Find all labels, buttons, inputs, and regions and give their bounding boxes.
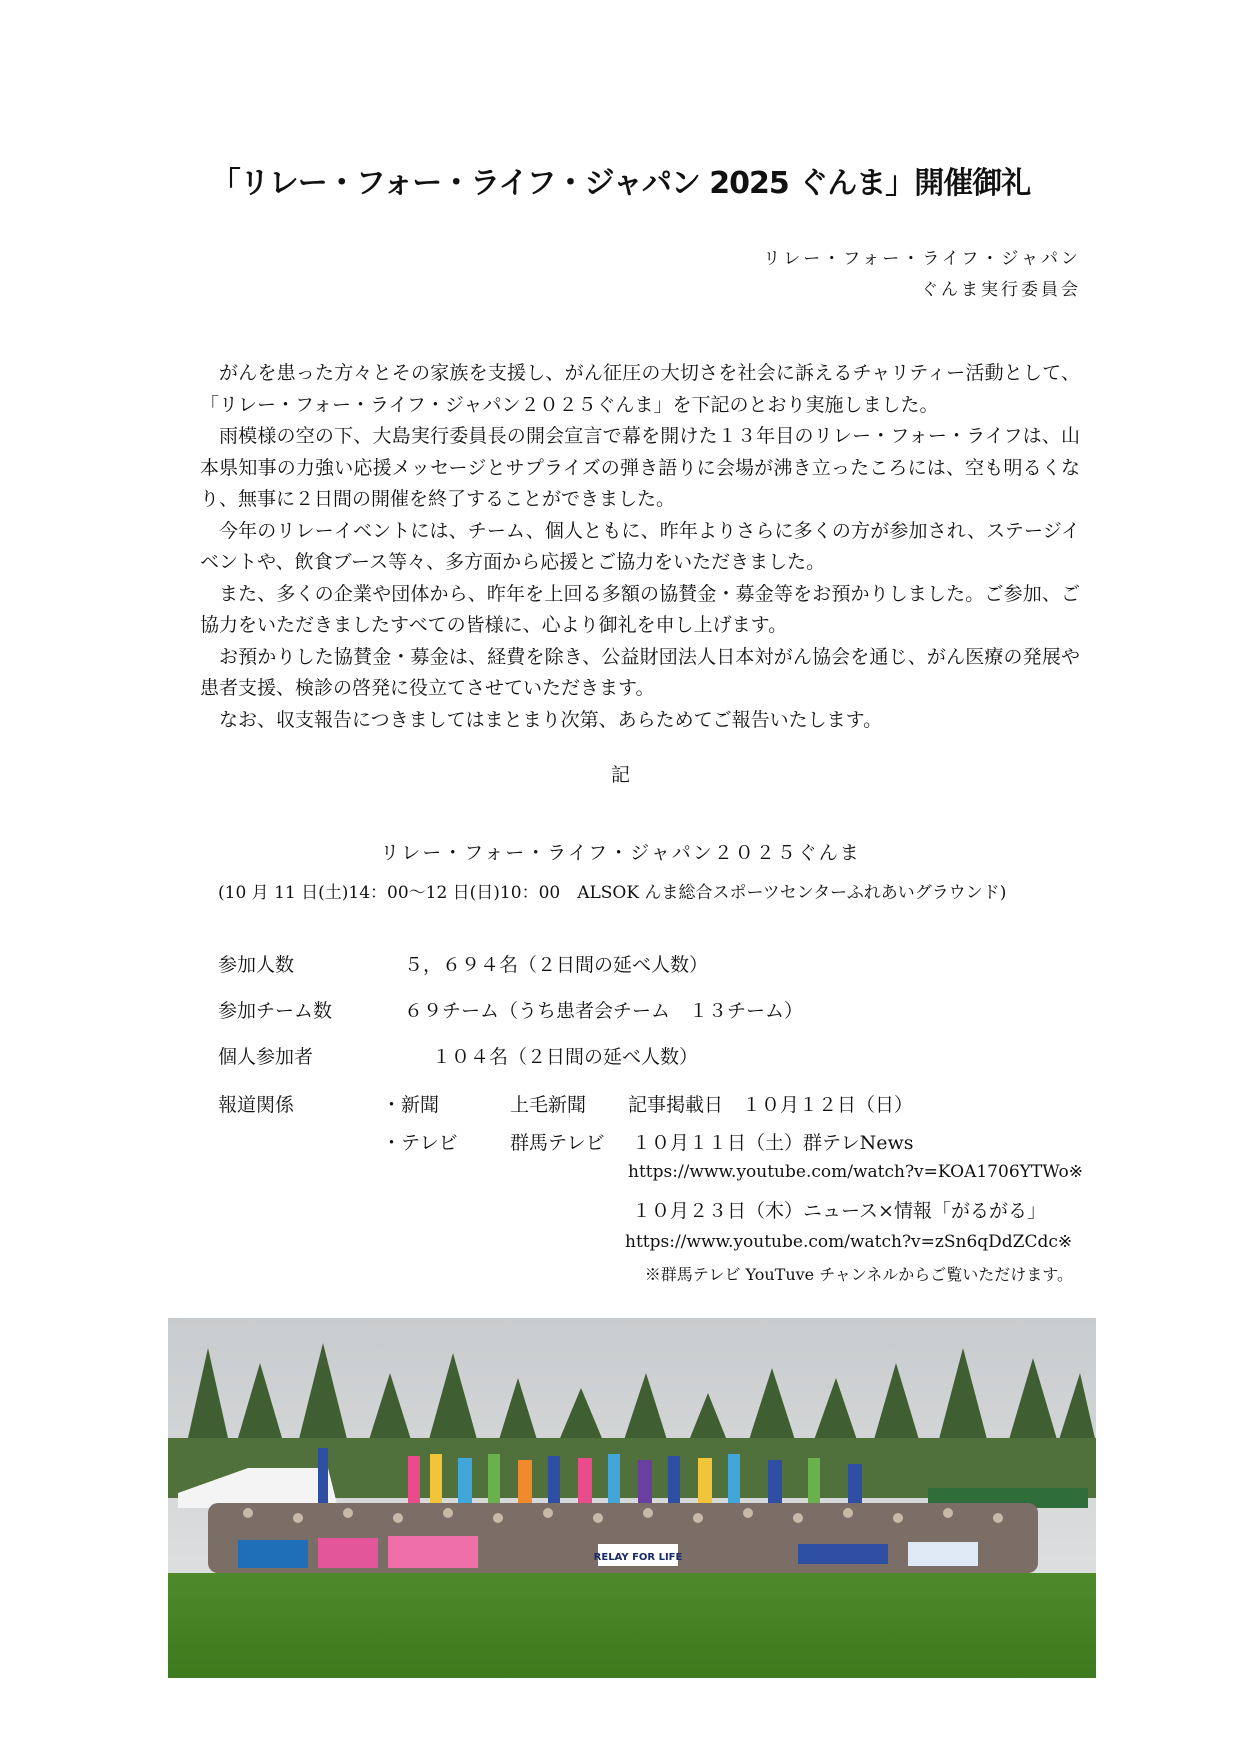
participants-label: 参加人数	[218, 954, 295, 976]
event-name: リレー・フォー・ライフ・ジャパン２０２５ぐんま	[380, 842, 861, 864]
event-date-venue: (10 月 11 日(土)14：00～12 日(日)10：00 ALSOK んま総合スポーツセンターふれあいグラウンド)	[218, 883, 1007, 903]
paragraph: 今年のリレーイベントには、チーム、個人ともに、昨年よりさらに多くの方が参加され、ステージイベントや、飲食ブース等々、多方面から応援とご協力をいただきました。	[200, 519, 1080, 573]
teams-label: 参加チーム数	[218, 1000, 333, 1022]
paragraph: がんを患った方々とその家族を支援し、がん征圧の大切さを社会に訴えるチャリティー活動として、「リレー・フォー・ライフ・ジャパン２０２５ぐんま」を下記のとおり実施しました。	[200, 362, 1080, 416]
organizer-line-1: リレー・フォー・ライフ・ジャパン	[763, 249, 1081, 269]
ki-heading: 記	[610, 764, 630, 786]
teams-value: ６９チーム（うち患者会チーム １３チーム）	[404, 1000, 804, 1022]
individual-label: 個人参加者	[218, 1046, 314, 1068]
tv-name: 群馬テレビ	[510, 1132, 605, 1154]
tv-url-2[interactable]: https://www.youtube.com/watch?v=zSn6qDdZCdc※	[625, 1232, 1073, 1252]
page-title: 「リレー・フォー・ライフ・ジャパン 2025 ぐんま」開催御礼	[210, 166, 1031, 201]
tv-note: ※群馬テレビ YouTuve チャンネルからご覧いただけます。	[644, 1265, 1073, 1284]
group-photo-illustration	[168, 1318, 1096, 1678]
newspaper-detail: 記事掲載日 １０月１２日（日）	[628, 1094, 914, 1116]
tv-type: ・テレビ	[382, 1132, 458, 1154]
paragraph: お預かりした協賛金・募金は、経費を除き、公益財団法人日本対がん協会を通じ、がん医療の発展や患者支援、検診の啓発に役立てさせていただきます。	[200, 645, 1080, 699]
tv-item-1: １０月１１日（土）群テレNews	[632, 1132, 914, 1154]
relay-banner-text: RELAY FOR LIFE	[593, 1552, 683, 1563]
press-label: 報道関係	[218, 1094, 295, 1116]
tv-item-2: １０月２３日（木）ニュース×情報「がるがる」	[632, 1200, 1046, 1222]
paragraph: 雨模様の空の下、大島実行委員長の開会宣言で幕を開けた１３年目のリレー・フォー・ライフは、山本県知事の力強い応援メッセージとサプライズの弾き語りに会場が沸き立ったころには、空も明るくなり、無事に２日間の開催を終了することができました。	[200, 425, 1080, 510]
paragraph: また、多くの企業や団体から、昨年を上回る多額の協賛金・募金等をお預かりしました。ご参加、ご協力をいただきましたすべての皆様に、心より御礼を申し上げます。	[200, 582, 1080, 636]
participants-value: ５，６９４名（２日間の延べ人数）	[404, 954, 709, 976]
newspaper-name: 上毛新聞	[510, 1094, 587, 1116]
body-text	[200, 358, 1080, 736]
newspaper-type: ・新聞	[382, 1094, 440, 1116]
organizer-line-2: ぐんま実行委員会	[921, 280, 1081, 300]
tv-url-1[interactable]: https://www.youtube.com/watch?v=KOA1706YTWo※	[628, 1162, 1083, 1182]
paragraph: なお、収支報告につきましてはまとまり次第、あらためてご報告いたします。	[219, 708, 883, 731]
individual-value: １０４名（２日間の延べ人数）	[432, 1046, 699, 1068]
event-group-photo	[168, 1318, 1096, 1678]
